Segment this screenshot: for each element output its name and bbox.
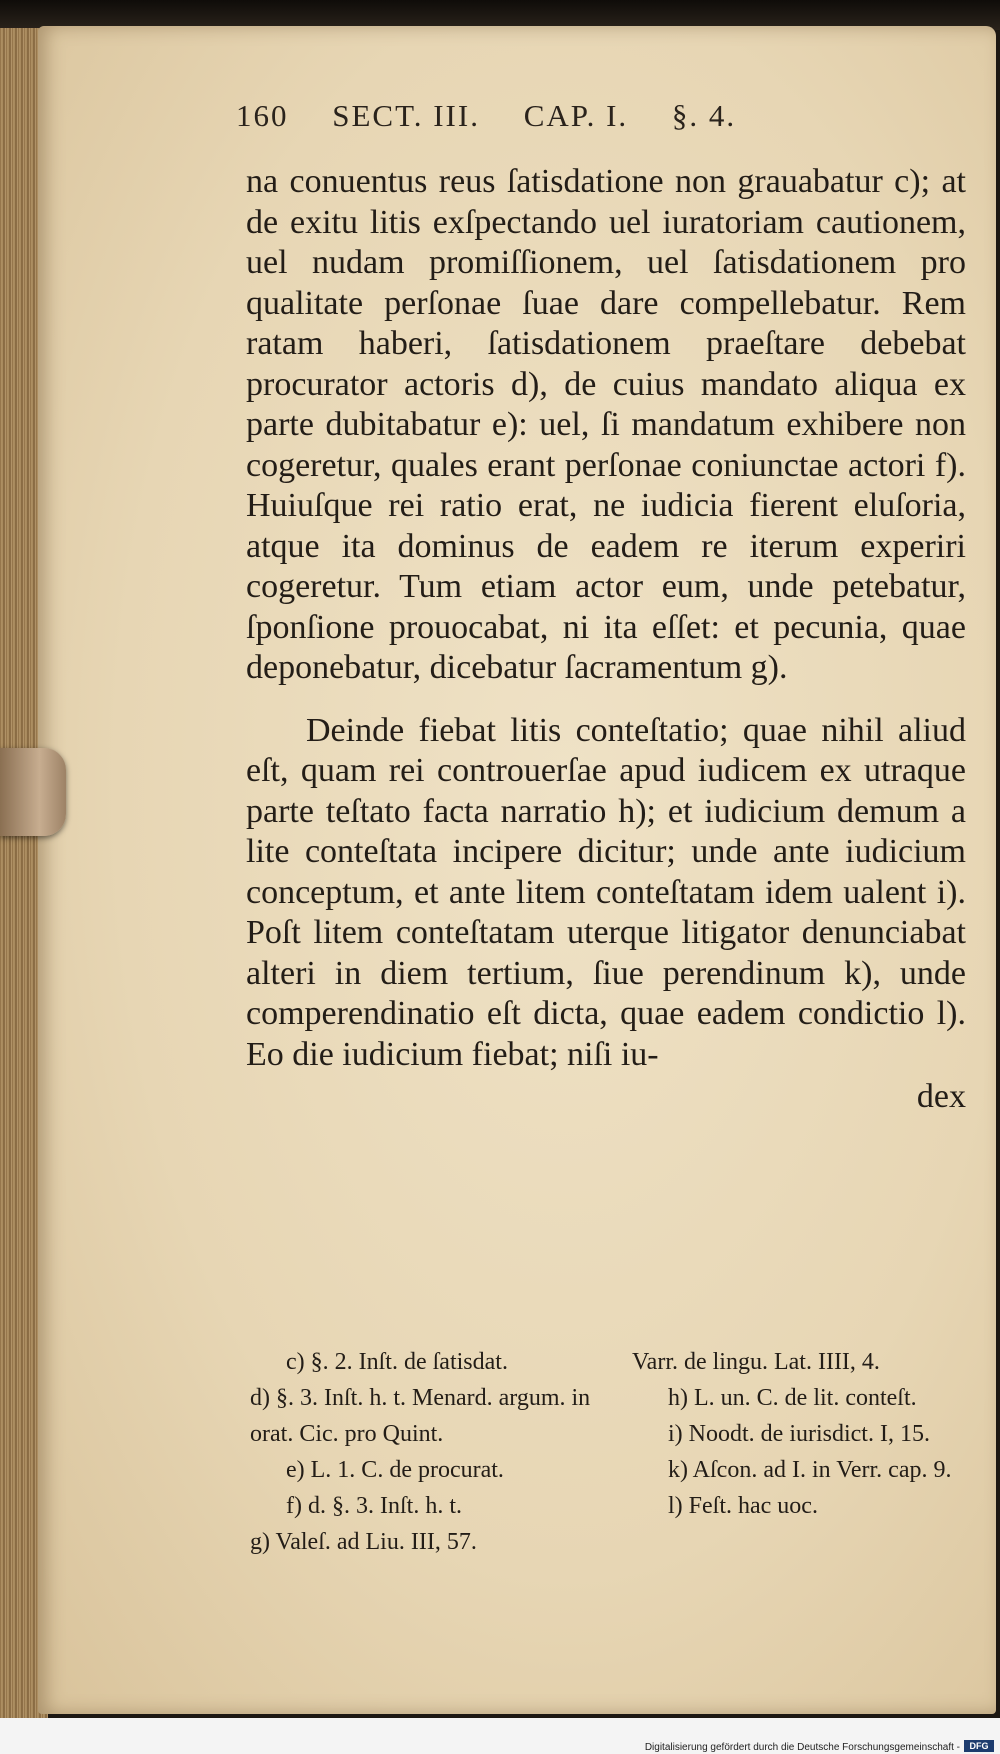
catchword: dex bbox=[916, 1078, 966, 1115]
body-paragraph-2: Deinde fiebat litis conteſtatio; quae nihil aliud eſt, quam rei controuerſae apud iudicem ex utraque parte teſtato facta narratio h); et iudicium demum a lite conteſtata incipere dicitur; unde ante iudicium conceptum, et ante litem conteſtatam idem ualent i). Poſt litem conteſtatam uterque litigator denunciabat alteri in diem tertium, ſiue perendinum k), unde comperendinatio eſt dicta, quae eadem condictio l). Eo die iudicium fiebat; niſi iu- bbox=[246, 711, 966, 1073]
footnote: d) §. 3. Inſt. h. t. Menard. argum. in orat. Cic. pro Quint. bbox=[250, 1385, 591, 1447]
footnotes-left-column bbox=[250, 1344, 602, 1560]
footnote: k) Aſcon. ad I. in Verr. cap. 9. bbox=[668, 1457, 952, 1483]
running-header bbox=[236, 98, 836, 142]
footnote: c) §. 2. Inſt. de ſatisdat. bbox=[286, 1349, 508, 1375]
footnote: i) Noodt. de iurisdict. I, 15. bbox=[668, 1421, 930, 1447]
dfg-logo: DFG bbox=[964, 1740, 994, 1752]
digitization-credit: Digitalisierung gefördert durch die Deutsche Forschungsgemeinschaft - bbox=[644, 1742, 960, 1753]
footnotes-right-column bbox=[632, 1344, 980, 1524]
page-number: 160 bbox=[236, 98, 289, 133]
section-label: SECT. III. bbox=[332, 98, 480, 133]
body-paragraph-1: na conuentus reus ſatisdatione non grauabatur c); at de exitu litis exſpectando uel iuratoriam cautionem, uel nudam promiſſionem, uel ſatisdationem pro qualitate perſonae ſuae dare compellebatur. Rem ratam haberi, ſatisdationem praeſtare debebat procurator actoris d), de cuius mandato aliqua ex parte dubitabatur e): uel, ſi mandatum exhibere non cogeretur, quales erant perſonae coniunctae actori f). Huiuſque rei ratio erat, ne iudicia fierent eluſoria, atque ita dominus de eadem re iterum experiri cogeretur. Tum etiam actor eum, unde petebatur, ſponſione prouocabat, ni ita eſſet: et pecunia, quae deponebatur, dicebatur ſacramentum g). bbox=[246, 163, 966, 686]
footnote: g) Valeſ. ad Liu. III, 57. bbox=[250, 1529, 477, 1555]
footnote: f) d. §. 3. Inſt. h. t. bbox=[286, 1493, 462, 1519]
footnote: e) L. 1. C. de procurat. bbox=[286, 1457, 504, 1483]
main-text bbox=[246, 162, 966, 1118]
paragraph-label: §. 4. bbox=[671, 98, 737, 133]
chapter-label: CAP. I. bbox=[523, 98, 629, 133]
footnote: h) L. un. C. de lit. conteſt. bbox=[668, 1385, 917, 1411]
book-clasp bbox=[0, 748, 66, 836]
footnote: Varr. de lingu. Lat. IIII, 4. bbox=[632, 1349, 880, 1375]
footnote: l) Feſt. hac uoc. bbox=[668, 1493, 818, 1519]
